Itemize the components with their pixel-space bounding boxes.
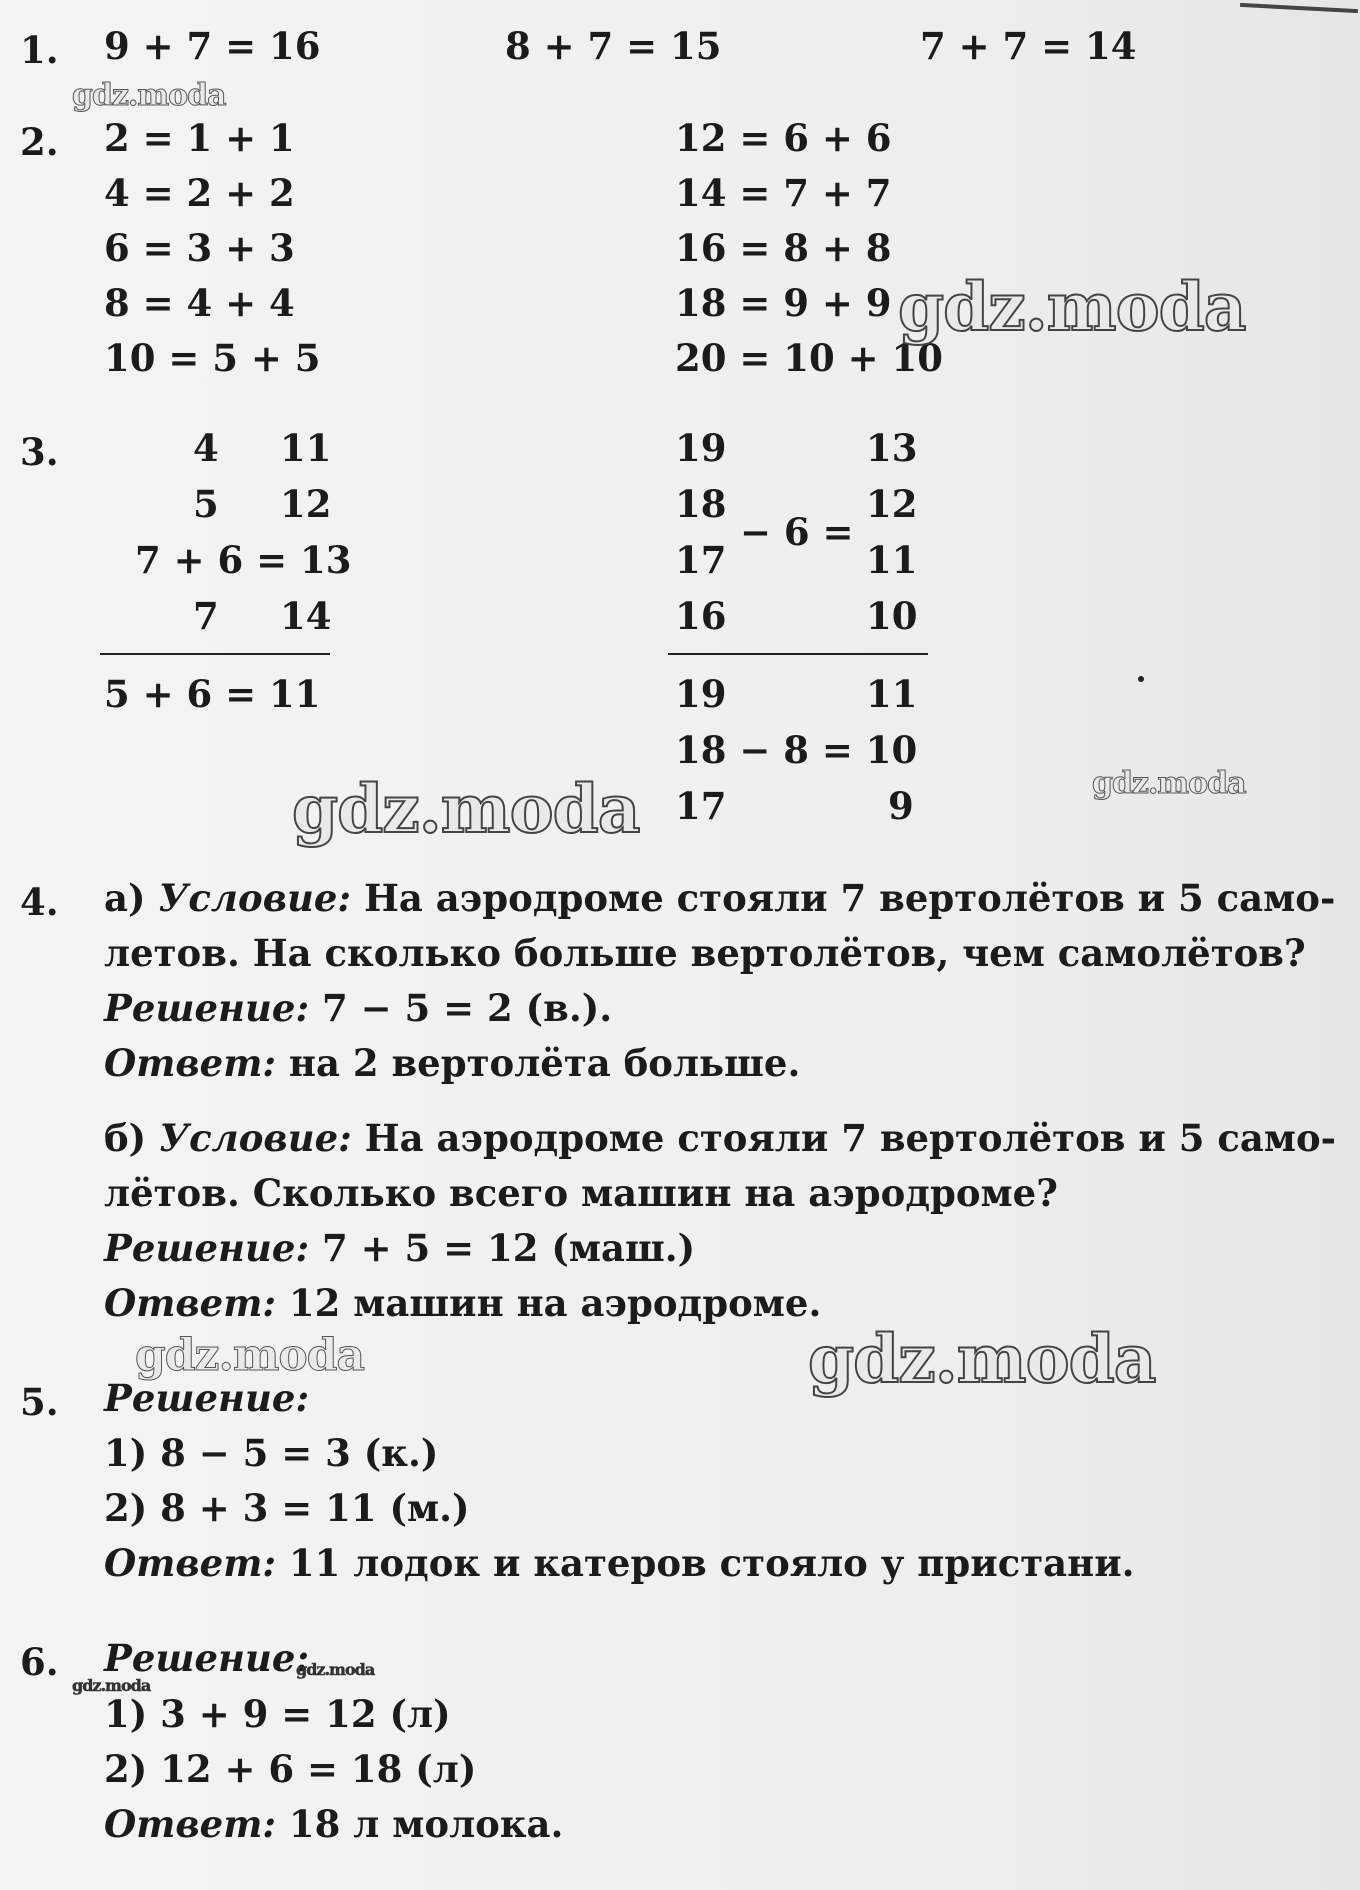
task3-left-r2a: 5	[193, 482, 219, 526]
task1-expr-2: 8 + 7 = 15	[505, 24, 722, 68]
task4b-answer: Ответ: 12 машин на аэродроме.	[104, 1281, 822, 1325]
task4a-answer: Ответ: на 2 вертолёта больше.	[104, 1041, 801, 1085]
task3-left-r3: 7 + 6 = 13	[135, 538, 352, 582]
task3-right-c1-3: 17	[675, 538, 727, 582]
watermark: gdz.moda	[898, 268, 1246, 346]
task3-left-r4b: 14	[280, 594, 332, 638]
task2-left-3: 6 = 3 + 3	[104, 226, 295, 270]
task4a-solution: Решение: 7 − 5 = 2 (в.).	[104, 986, 613, 1030]
task2-left-2: 4 = 2 + 2	[104, 171, 295, 215]
stray-dot	[1138, 676, 1144, 682]
task2-left-4: 8 = 4 + 4	[104, 281, 295, 325]
task2-right-1: 12 = 6 + 6	[675, 116, 892, 160]
watermark: gdz.moda	[135, 1330, 365, 1381]
task3-right-op: − 6 =	[740, 510, 854, 554]
task1-number: 1.	[20, 28, 59, 72]
task6-solution-label: Решение:	[104, 1636, 310, 1680]
task3-right-b3b: 9	[888, 784, 914, 828]
task4a-condition-line1: а) Условие: На аэродроме стояли 7 вертолётов и 5 само-	[104, 876, 1336, 920]
task5-number: 5.	[20, 1380, 59, 1424]
watermark: gdz.moda	[296, 1660, 375, 1679]
task4b-condition-line1: б) Условие: На аэродроме стояли 7 вертолётов и 5 само-	[104, 1116, 1337, 1160]
task3-right-c2-3: 11	[866, 538, 918, 582]
task3-right-divider	[668, 653, 928, 655]
task1-expr-3: 7 + 7 = 14	[920, 24, 1137, 68]
task3-right-c2-1: 13	[866, 426, 918, 470]
task2-right-4: 18 = 9 + 9	[675, 281, 892, 325]
task3-right-b1b: 11	[866, 672, 918, 716]
task3-right-c2-4: 10	[866, 594, 918, 638]
task2-right-2: 14 = 7 + 7	[675, 171, 892, 215]
task4a-condition-line2: летов. На сколько больше вертолётов, чем самолётов?	[104, 931, 1306, 975]
task3-left-divider	[100, 653, 330, 655]
task6-step-1: 1) 3 + 9 = 12 (л)	[104, 1692, 451, 1736]
task6-number: 6.	[20, 1640, 59, 1684]
task6-step-2: 2) 12 + 6 = 18 (л)	[104, 1747, 477, 1791]
task5-solution-label: Решение:	[104, 1376, 310, 1420]
task3-right-b3a: 17	[675, 784, 727, 828]
watermark: gdz.moda	[72, 1676, 151, 1695]
task3-left-r1b: 11	[280, 426, 332, 470]
task3-right-c2-2: 12	[866, 482, 918, 526]
task5-step-1: 1) 8 − 5 = 3 (к.)	[104, 1431, 439, 1475]
task5-answer: Ответ: 11 лодок и катеров стояло у пристани.	[104, 1541, 1135, 1585]
task2-left-5: 10 = 5 + 5	[104, 336, 321, 380]
watermark: gdz.moda	[292, 770, 640, 848]
task3-number: 3.	[20, 430, 59, 474]
task2-right-5: 20 = 10 + 10	[675, 336, 943, 380]
task4b-solution: Решение: 7 + 5 = 12 (маш.)	[104, 1226, 696, 1270]
task3-left-r2b: 12	[280, 482, 332, 526]
task2-number: 2.	[20, 120, 59, 164]
task3-right-b2: 18 − 8 = 10	[675, 728, 918, 772]
task3-right-b1a: 19	[675, 672, 727, 716]
task3-right-c1-2: 18	[675, 482, 727, 526]
watermark: gdz.moda	[808, 1320, 1156, 1398]
task2-right-3: 16 = 8 + 8	[675, 226, 892, 270]
task4b-condition-line2: лётов. Сколько всего машин на аэродроме?	[104, 1171, 1058, 1215]
task3-right-c1-1: 19	[675, 426, 727, 470]
task3-right-c1-4: 16	[675, 594, 727, 638]
task2-left-1: 2 = 1 + 1	[104, 116, 295, 160]
task1-expr-1: 9 + 7 = 16	[104, 24, 321, 68]
watermark: gdz.moda	[1092, 766, 1246, 801]
task3-left-r1a: 4	[193, 426, 219, 470]
task3-left-r4a: 7	[193, 594, 219, 638]
task6-answer: Ответ: 18 л молока.	[104, 1802, 564, 1846]
watermark: gdz.moda	[72, 78, 226, 113]
task3-left-bottom: 5 + 6 = 11	[104, 672, 321, 716]
page-edge-line	[1240, 3, 1358, 13]
task4-number: 4.	[20, 880, 59, 924]
task5-step-2: 2) 8 + 3 = 11 (м.)	[104, 1486, 470, 1530]
